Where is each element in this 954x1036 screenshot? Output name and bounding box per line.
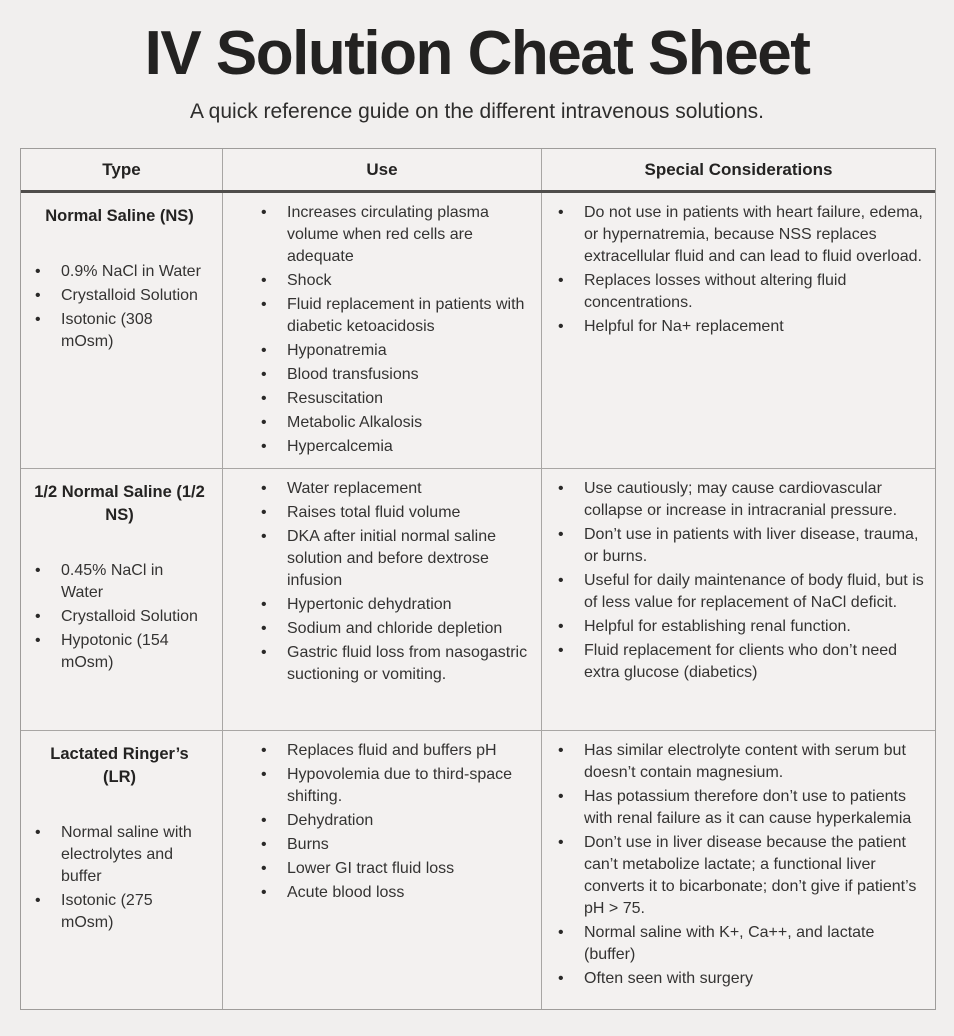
bullet-text: Don’t use in liver disease because the patient can’t metabolize lactate; a functional liver converts it to bicarbonate; don’t give if patient’s pH > 75. bbox=[584, 834, 917, 918]
bullet-text: Resuscitation bbox=[287, 390, 384, 408]
page-subtitle: A quick reference guide on the different intravenous solutions. bbox=[190, 100, 764, 124]
bullet-icon: • bbox=[35, 892, 41, 910]
bullet-item bbox=[259, 478, 533, 500]
bullet-item bbox=[556, 270, 929, 314]
bullet-item bbox=[556, 740, 929, 784]
table-row bbox=[21, 193, 935, 468]
bullet-icon: • bbox=[261, 296, 267, 314]
bullet-item bbox=[259, 594, 533, 616]
bullet-icon: • bbox=[261, 438, 267, 456]
use-cell bbox=[222, 469, 541, 730]
table-row bbox=[21, 730, 935, 1009]
solution-name: Normal Saline (NS) bbox=[45, 207, 194, 226]
bullet-item bbox=[556, 616, 929, 638]
bullet-icon: • bbox=[261, 204, 267, 222]
bullet-icon: • bbox=[558, 318, 564, 336]
bullet-text: Normal saline with electrolytes and buffer bbox=[61, 824, 192, 886]
bullet-item bbox=[259, 858, 533, 880]
bullet-item bbox=[556, 202, 929, 268]
bullet-text: Often seen with surgery bbox=[584, 970, 753, 988]
bullet-text: Acute blood loss bbox=[287, 884, 405, 902]
special-considerations-cell bbox=[541, 193, 935, 468]
bullet-icon: • bbox=[261, 366, 267, 384]
bullet-item bbox=[556, 832, 929, 920]
bullet-item bbox=[33, 606, 206, 628]
bullet-icon: • bbox=[558, 526, 564, 544]
iv-solution-table bbox=[20, 148, 936, 1010]
bullet-text: Hypotonic (154 mOsm) bbox=[61, 632, 169, 672]
bullet-icon: • bbox=[35, 824, 41, 842]
bullet-item bbox=[556, 922, 929, 966]
bullet-icon: • bbox=[558, 970, 564, 988]
page-title: IV Solution Cheat Sheet bbox=[144, 19, 810, 88]
column-header-special-considerations: Special Considerations bbox=[541, 149, 935, 190]
bullet-text: Shock bbox=[287, 272, 332, 290]
bullet-list bbox=[33, 822, 206, 934]
bullet-item bbox=[259, 436, 533, 458]
bullet-item bbox=[556, 786, 929, 830]
table-row bbox=[21, 468, 935, 730]
bullet-text: Raises total fluid volume bbox=[287, 504, 461, 522]
bullet-icon: • bbox=[558, 788, 564, 806]
bullet-text: Useful for daily maintenance of body fluid, but is of less value for replacement of NaCl deficit. bbox=[584, 572, 924, 612]
bullet-item bbox=[33, 560, 206, 604]
bullet-icon: • bbox=[261, 884, 267, 902]
bullet-icon: • bbox=[261, 480, 267, 498]
solution-name: 1/2 Normal Saline (1/2 NS) bbox=[34, 483, 205, 525]
bullet-text: Blood transfusions bbox=[287, 366, 419, 384]
bullet-icon: • bbox=[261, 742, 267, 760]
bullet-item bbox=[259, 618, 533, 640]
bullet-text: Hypercalcemia bbox=[287, 438, 393, 456]
bullet-text: Fluid replacement in patients with diabetic ketoacidosis bbox=[287, 296, 525, 336]
bullet-icon: • bbox=[558, 204, 564, 222]
table-header-row bbox=[21, 149, 935, 193]
bullet-icon: • bbox=[558, 272, 564, 290]
bullet-icon: • bbox=[261, 528, 267, 546]
bullet-item bbox=[556, 570, 929, 614]
bullet-icon: • bbox=[558, 480, 564, 498]
bullet-icon: • bbox=[261, 596, 267, 614]
type-cell bbox=[21, 193, 222, 468]
bullet-icon: • bbox=[35, 263, 41, 281]
bullet-text: Replaces fluid and buffers pH bbox=[287, 742, 497, 760]
bullet-icon: • bbox=[558, 572, 564, 590]
bullet-icon: • bbox=[261, 272, 267, 290]
bullet-text: Helpful for establishing renal function. bbox=[584, 618, 851, 636]
bullet-text: Isotonic (308 mOsm) bbox=[61, 311, 153, 351]
bullet-text: Don’t use in patients with liver disease, trauma, or burns. bbox=[584, 526, 919, 566]
bullet-item bbox=[259, 764, 533, 808]
solution-name: Lactated Ringer’s (LR) bbox=[50, 745, 189, 787]
bullet-text: Metabolic Alkalosis bbox=[287, 414, 423, 432]
bullet-text: Use cautiously; may cause cardiovascular collapse or increase in intracranial pressure. bbox=[584, 480, 898, 520]
column-header-use: Use bbox=[222, 149, 541, 190]
bullet-item bbox=[259, 810, 533, 832]
bullet-text: 0.45% NaCl in Water bbox=[61, 562, 164, 602]
bullet-item bbox=[259, 412, 533, 434]
bullet-text: Fluid replacement for clients who don’t need extra glucose (diabetics) bbox=[584, 642, 898, 682]
bullet-item bbox=[259, 502, 533, 524]
bullet-list bbox=[556, 478, 929, 684]
bullet-item bbox=[259, 388, 533, 410]
bullet-icon: • bbox=[261, 504, 267, 522]
bullet-list bbox=[259, 740, 533, 904]
bullet-item bbox=[33, 822, 206, 888]
type-cell bbox=[21, 731, 222, 1009]
bullet-item bbox=[259, 364, 533, 386]
bullet-item bbox=[259, 642, 533, 686]
bullet-item bbox=[556, 524, 929, 568]
bullet-text: Hyponatremia bbox=[287, 342, 387, 360]
bullet-item bbox=[33, 261, 206, 283]
bullet-icon: • bbox=[35, 287, 41, 305]
bullet-text: Do not use in patients with heart failure, edema, or hypernatremia, because NSS replaces extracellular fluid and can lead to fluid overload. bbox=[584, 204, 923, 266]
bullet-icon: • bbox=[261, 836, 267, 854]
bullet-item bbox=[33, 285, 206, 307]
bullet-item bbox=[556, 640, 929, 684]
bullet-text: Crystalloid Solution bbox=[61, 287, 198, 305]
bullet-text: Isotonic (275 mOsm) bbox=[61, 892, 153, 932]
bullet-list bbox=[259, 202, 533, 458]
bullet-icon: • bbox=[261, 390, 267, 408]
bullet-text: Gastric fluid loss from nasogastric suctioning or vomiting. bbox=[287, 644, 528, 684]
column-header-type: Type bbox=[102, 159, 141, 179]
bullet-item bbox=[556, 316, 929, 338]
bullet-text: Crystalloid Solution bbox=[61, 608, 198, 626]
bullet-text: Replaces losses without altering fluid concentrations. bbox=[584, 272, 847, 312]
bullet-text: Hypertonic dehydration bbox=[287, 596, 452, 614]
bullet-text: Has potassium therefore don’t use to patients with renal failure as it can cause hyperkalemia bbox=[584, 788, 912, 828]
bullet-icon: • bbox=[261, 414, 267, 432]
use-cell bbox=[222, 193, 541, 468]
bullet-list bbox=[33, 560, 206, 674]
bullet-text: Lower GI tract fluid loss bbox=[287, 860, 455, 878]
bullet-item bbox=[259, 294, 533, 338]
bullet-text: 0.9% NaCl in Water bbox=[61, 263, 201, 281]
bullet-item bbox=[33, 890, 206, 934]
bullet-text: Hypovolemia due to third-space shifting. bbox=[287, 766, 513, 806]
use-cell bbox=[222, 731, 541, 1009]
type-cell bbox=[21, 469, 222, 730]
bullet-text: Helpful for Na+ replacement bbox=[584, 318, 784, 336]
special-considerations-cell bbox=[541, 469, 935, 730]
bullet-icon: • bbox=[35, 632, 41, 650]
bullet-list bbox=[33, 261, 206, 353]
bullet-item bbox=[259, 202, 533, 268]
bullet-text: Normal saline with K+, Ca++, and lactate (buffer) bbox=[584, 924, 875, 964]
bullet-icon: • bbox=[261, 620, 267, 638]
bullet-icon: • bbox=[558, 642, 564, 660]
bullet-text: DKA after initial normal saline solution and before dextrose infusion bbox=[287, 528, 496, 590]
bullet-item bbox=[556, 968, 929, 990]
bullet-text: Increases circulating plasma volume when red cells are adequate bbox=[287, 204, 489, 266]
bullet-text: Sodium and chloride depletion bbox=[287, 620, 503, 638]
bullet-item bbox=[259, 834, 533, 856]
bullet-icon: • bbox=[261, 860, 267, 878]
bullet-text: Water replacement bbox=[287, 480, 422, 498]
table-body bbox=[21, 193, 935, 1009]
bullet-icon: • bbox=[261, 644, 267, 662]
special-considerations-cell bbox=[541, 731, 935, 1009]
bullet-item bbox=[259, 270, 533, 292]
bullet-icon: • bbox=[261, 766, 267, 784]
bullet-list bbox=[259, 478, 533, 686]
bullet-icon: • bbox=[261, 342, 267, 360]
bullet-list bbox=[556, 202, 929, 338]
bullet-item bbox=[259, 340, 533, 362]
bullet-icon: • bbox=[261, 812, 267, 830]
bullet-item bbox=[33, 630, 206, 674]
bullet-item bbox=[556, 478, 929, 522]
bullet-list bbox=[556, 740, 929, 990]
bullet-icon: • bbox=[35, 562, 41, 580]
bullet-icon: • bbox=[558, 742, 564, 760]
bullet-icon: • bbox=[35, 311, 41, 329]
bullet-item bbox=[259, 740, 533, 762]
bullet-icon: • bbox=[558, 834, 564, 852]
bullet-item bbox=[33, 309, 206, 353]
bullet-text: Has similar electrolyte content with serum but doesn’t contain magnesium. bbox=[584, 742, 906, 782]
bullet-text: Dehydration bbox=[287, 812, 374, 830]
bullet-item bbox=[259, 526, 533, 592]
bullet-icon: • bbox=[35, 608, 41, 626]
bullet-icon: • bbox=[558, 618, 564, 636]
bullet-text: Burns bbox=[287, 836, 329, 854]
bullet-icon: • bbox=[558, 924, 564, 942]
bullet-item bbox=[259, 882, 533, 904]
